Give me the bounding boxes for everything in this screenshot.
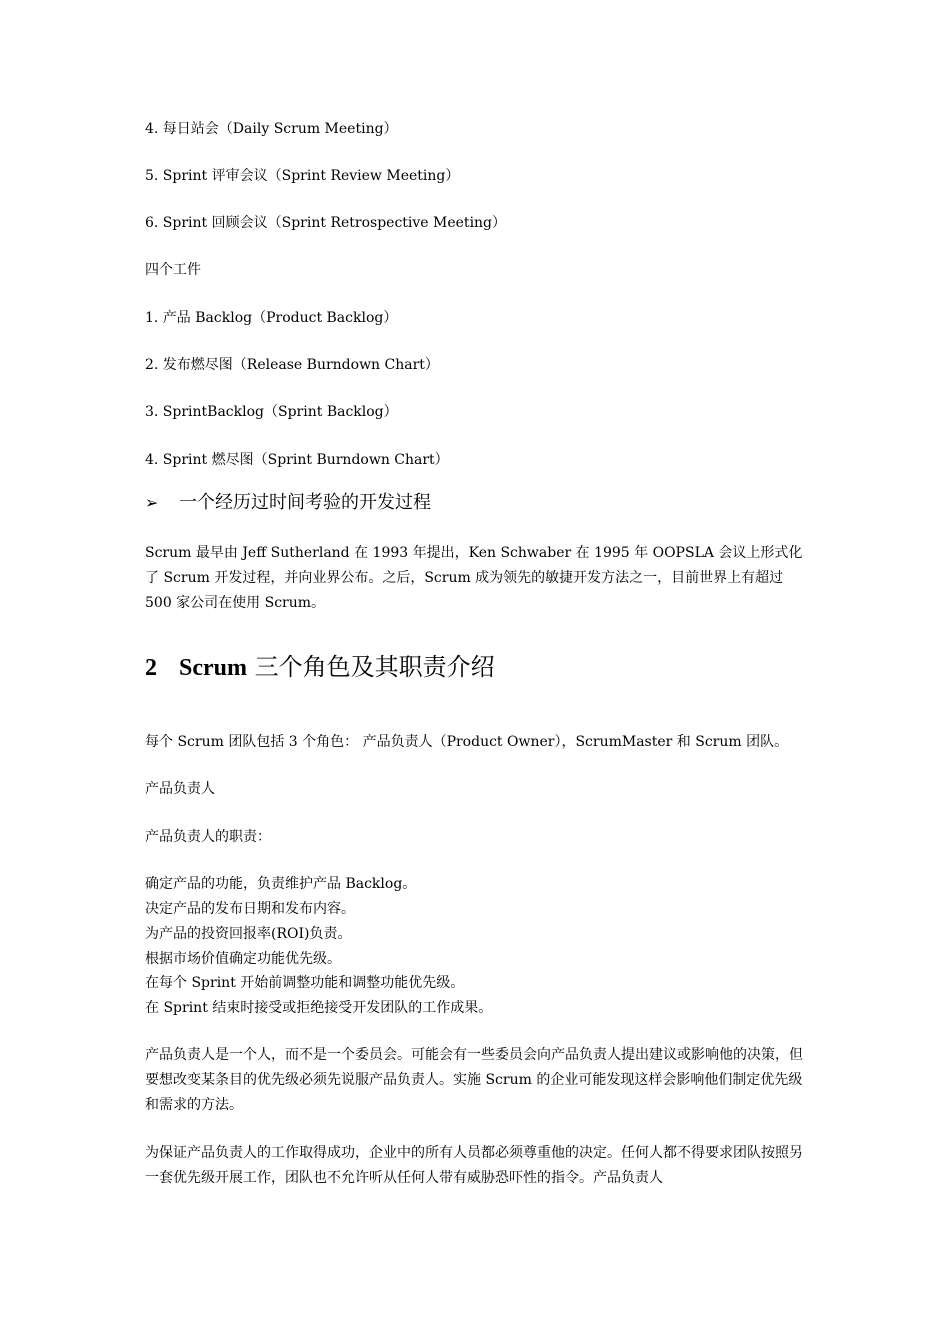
duty-item-2: 决定产品的发布日期和发布内容。 [145,901,355,917]
section-title-rest: 三个角色及其职责介绍 [247,653,495,681]
history-heading [145,492,431,514]
artifact-item-1: 1. 产品 Backlog（Product Backlog） [145,310,398,326]
history-paragraph: Scrum 最早由 Jeff Sutherland 在 1993 年提出，Ken Schwaber 在 1995 年 OOPSLA 会议上形式化了 Scrum 开发过程，并向业界公布。之后，Scrum 成为领先的敏捷开发方法之一，目前世界上有超过 500 家公司在使用 Scrum。 [145,545,803,611]
duty-item-5: 在每个 Sprint 开始前调整功能和调整功能优先级。 [145,975,465,991]
owner-paragraph-2: 为保证产品负责人的工作取得成功，企业中的所有人员都必须尊重他的决定。任何人都不得要求团队按照另一套优先级开展工作，团队也不允许听从任何人带有威胁恐吓性的指令。产品负责人 [145,1145,803,1186]
duty-item-4: 根据市场价值确定功能优先级。 [145,951,341,967]
artifact-item-2: 2. 发布燃尽图（Release Burndown Chart） [145,357,439,373]
duty-item-3: 为产品的投资回报率(ROI)负责。 [145,926,352,942]
section-number: 2 [145,655,157,681]
duty-item-1: 确定产品的功能，负责维护产品 Backlog。 [145,876,417,892]
history-heading-text: 一个经历过时间考验的开发过程 [179,492,431,513]
role-heading: 产品负责人 [145,781,215,797]
arrow-bullet-icon: ➢ [145,493,159,512]
artifact-item-4: 4. Sprint 燃尽图（Sprint Burndown Chart） [145,452,449,468]
roles-intro: 每个 Scrum 团队包括 3 个角色： 产品负责人（Product Owner），ScrumMaster 和 Scrum 团队。 [145,734,789,750]
event-item-4: 4. 每日站会（Daily Scrum Meeting） [145,121,398,137]
section-title-latin: Scrum [179,655,247,681]
duties-heading: 产品负责人的职责： [145,829,271,845]
artifact-item-3: 3. SprintBacklog（Sprint Backlog） [145,404,398,420]
event-item-6: 6. Sprint 回顾会议（Sprint Retrospective Meeting） [145,215,507,231]
duty-item-6: 在 Sprint 结束时接受或拒绝接受开发团队的工作成果。 [145,1000,493,1016]
event-item-5: 5. Sprint 评审会议（Sprint Review Meeting） [145,168,460,184]
section-2-heading [145,652,495,683]
artifacts-heading: 四个工件 [145,262,201,278]
owner-paragraph-1: 产品负责人是一个人，而不是一个委员会。可能会有一些委员会向产品负责人提出建议或影响他的决策，但要想改变某条目的优先级必须先说服产品负责人。实施 Scrum 的企业可能发现这样会影响他们制定优先级和需求的方法。 [145,1047,803,1113]
